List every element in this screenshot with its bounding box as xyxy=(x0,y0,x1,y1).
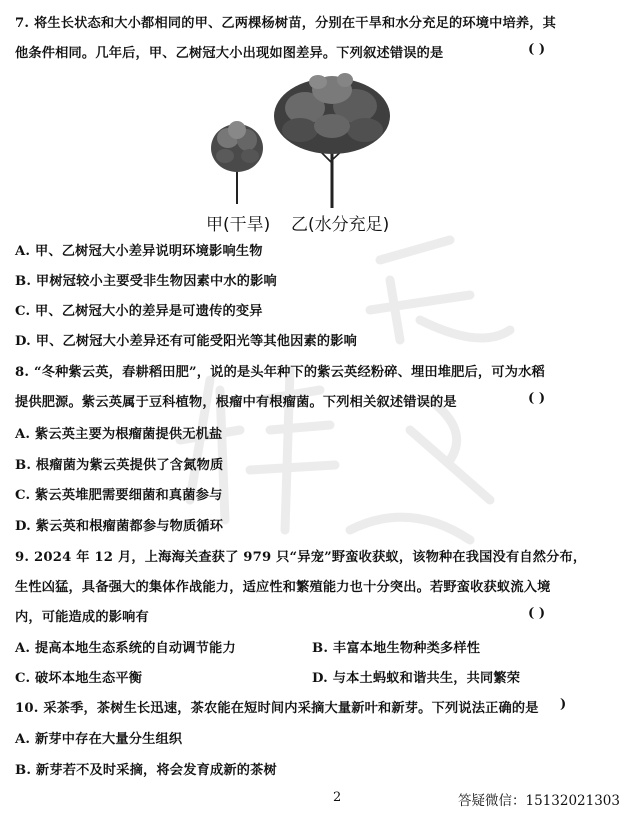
q7-option-a: A. 甲、乙树冠大小差异说明环境影响生物 xyxy=(15,244,263,259)
q9-option-c: C. 破坏本地生态平衡 xyxy=(15,671,143,686)
q9-stem-line2: 生性凶猛，具备强大的集体作战能力，适应性和繁殖能力也十分突出。若野蛮收获蚁流入境 xyxy=(15,580,551,595)
tree-figure xyxy=(195,68,395,213)
q10-option-a: A. 新芽中存在大量分生组织 xyxy=(15,732,183,747)
q10-option-b: B. 新芽若不及时采摘，将会发育成新的茶树 xyxy=(15,763,277,778)
q7-answer-paren: ( ) xyxy=(528,42,546,57)
q7-stem-line1: 7. 将生长状态和大小都相同的甲、乙两棵杨树苗，分别在干旱和水分充足的环境中培养，其 xyxy=(15,16,557,31)
q7-stem-line2: 他条件相同。几年后，甲、乙树冠大小出现如图差异。下列叙述错误的是 xyxy=(15,46,444,61)
q8-stem-line1: 8. “冬种紫云英，春耕稻田肥”，说的是头年种下的紫云英经粉碎、埋田堆肥后，可为水稻 xyxy=(15,365,545,380)
q9-answer-paren: ( ) xyxy=(528,606,546,621)
q9-option-a: A. 提高本地生态系统的自动调节能力 xyxy=(15,641,236,656)
q9-option-d: D. 与本土蚂蚁和谐共生，共同繁荣 xyxy=(312,671,521,686)
q7-option-c: C. 甲、乙树冠大小的差异是可遗传的变异 xyxy=(15,304,263,319)
q8-option-b: B. 根瘤菌为紫云英提供了含氮物质 xyxy=(15,458,224,473)
q8-option-c: C. 紫云英堆肥需要细菌和真菌参与 xyxy=(15,488,223,503)
q7-option-b: B. 甲树冠较小主要受非生物因素中水的影响 xyxy=(15,274,277,289)
q9-option-b: B. 丰富本地生物种类多样性 xyxy=(312,641,481,656)
q8-option-a: A. 紫云英主要为根瘤菌提供无机盐 xyxy=(15,427,223,442)
q7-option-d: D. 甲、乙树冠大小差异还有可能受阳光等其他因素的影响 xyxy=(15,334,358,349)
q8-answer-paren: ( ) xyxy=(528,391,546,406)
tree-jia xyxy=(211,121,263,204)
q8-stem-line2: 提供肥源。紫云英属于豆科植物，根瘤中有根瘤菌。下列相关叙述错误的是 xyxy=(15,395,457,410)
figure-label-jia: 甲(干旱) xyxy=(206,215,271,235)
tree-yi xyxy=(274,73,390,208)
q8-option-d: D. 紫云英和根瘤菌都参与物质循环 xyxy=(15,519,224,534)
page-number: 2 xyxy=(333,790,342,805)
q9-stem-line1: 9. 2024 年 12 月，上海海关查获了 979 只“异宠”野蛮收获蚁，该物种在我国没有自然分布， xyxy=(15,550,587,565)
contact-info: 答疑微信：15132021303 xyxy=(458,793,620,809)
figure-label-yi: 乙(水分充足) xyxy=(291,215,390,235)
q10-stem-line1: 10. 采茶季，茶树生长迅速，茶农能在短时间内采摘大量新叶和新芽。下列说法正确的是 xyxy=(15,701,539,716)
q9-stem-line3: 内，可能造成的影响有 xyxy=(15,610,149,625)
q10-answer-paren: ) xyxy=(560,697,567,712)
